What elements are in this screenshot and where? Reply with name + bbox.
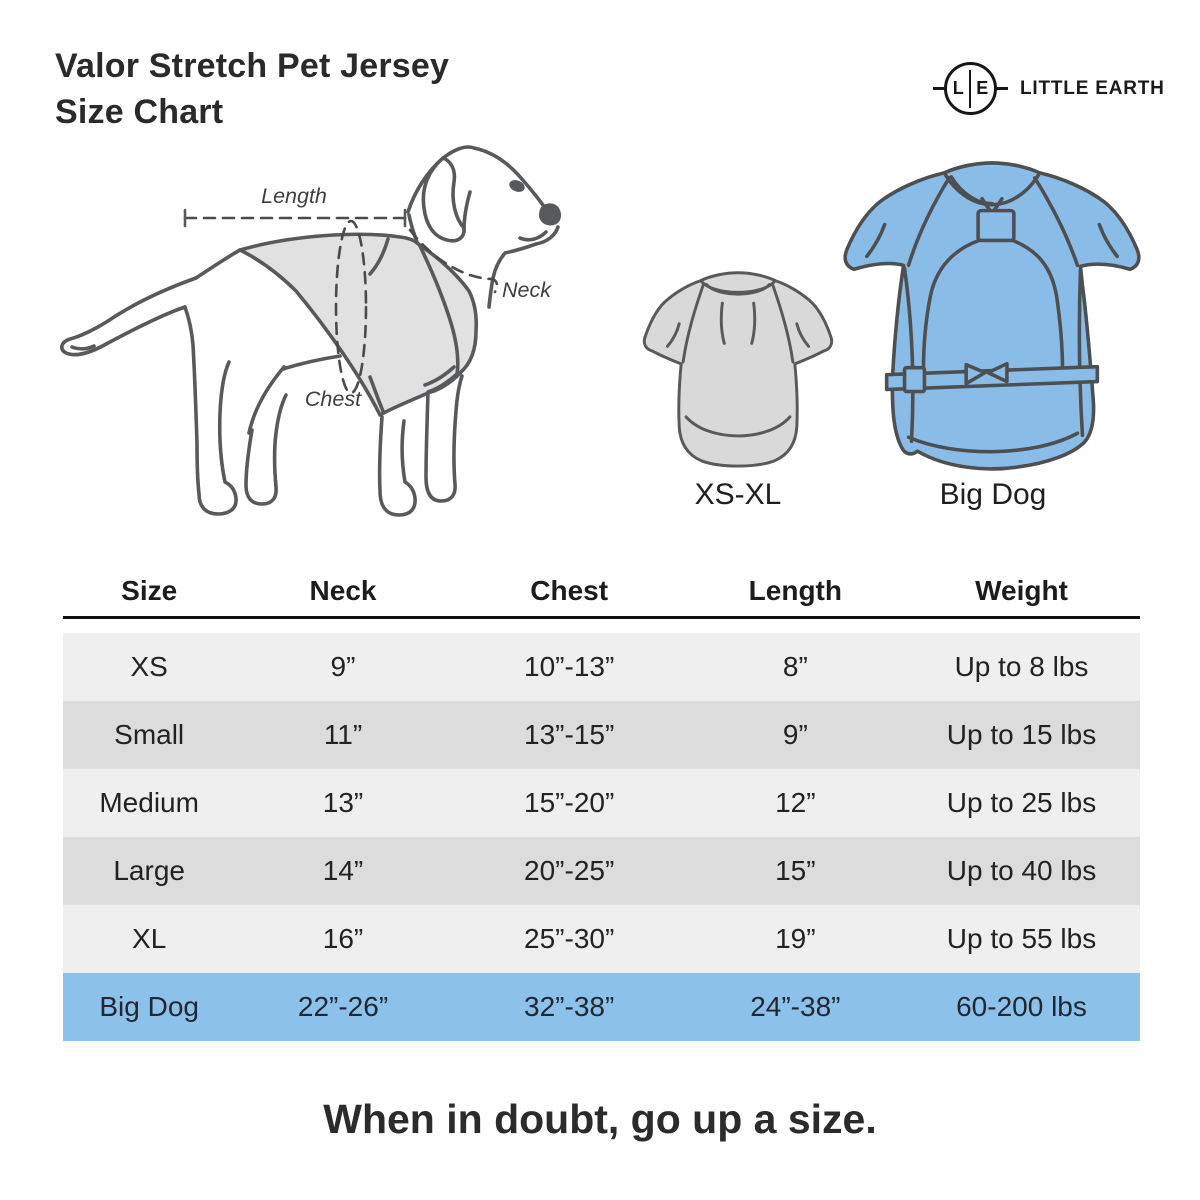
cell-weight: 60-200 lbs: [956, 991, 1087, 1022]
logo-monogram-circle-icon: [944, 62, 997, 115]
cell-neck: 13”: [322, 787, 364, 818]
header-cell-neck: Neck: [309, 575, 377, 606]
table-header-row: [63, 566, 1140, 619]
table-row-small: [63, 701, 1140, 769]
cell-chest: 15”-20”: [524, 787, 615, 818]
cell-size: Medium: [99, 787, 199, 818]
cell-weight: Up to 55 lbs: [946, 923, 1097, 954]
header-cell-weight: Weight: [975, 575, 1068, 606]
neck-label: Neck: [502, 278, 551, 302]
jersey-big-caption: Big Dog: [939, 478, 1047, 511]
cell-size: Large: [113, 855, 185, 886]
jersey-small-caption: XS-XL: [694, 478, 782, 511]
cell-neck: 14”: [322, 855, 364, 886]
table-row-xl: [63, 905, 1140, 973]
jersey-small-illustration: [640, 252, 836, 468]
cell-length: 8”: [782, 651, 808, 682]
length-label: Length: [261, 184, 327, 208]
size-table: [63, 566, 1140, 1041]
dog-nose: [539, 203, 561, 225]
logo-tick-right-icon: [997, 87, 1008, 90]
brand-name: LITTLE EARTH: [1020, 77, 1165, 99]
cell-size: Big Dog: [99, 991, 199, 1022]
table-row-large: [63, 837, 1140, 905]
cell-size: XL: [132, 923, 167, 954]
logo-letter-e: E: [976, 78, 989, 98]
chest-label: Chest: [304, 387, 362, 411]
cell-weight: Up to 25 lbs: [946, 787, 1097, 818]
cell-weight: Up to 15 lbs: [946, 719, 1097, 750]
cell-weight: Up to 8 lbs: [954, 651, 1089, 682]
cell-size: XS: [130, 651, 168, 682]
table-row-xs: [63, 633, 1140, 701]
dog-measurement-diagram: [30, 135, 610, 535]
table-row-big-dog: [63, 973, 1140, 1041]
cell-length: 19”: [775, 923, 816, 954]
jersey-big-illustration: [833, 147, 1151, 480]
cell-chest: 13”-15”: [524, 719, 615, 750]
header-cell-size: Size: [121, 575, 178, 606]
title-line-2: Size Chart: [55, 92, 224, 131]
cell-length: 24”-38”: [750, 991, 841, 1022]
cell-length: 9”: [782, 719, 808, 750]
cell-weight: Up to 40 lbs: [946, 855, 1097, 886]
logo-letter-l: L: [952, 78, 964, 98]
cell-neck: 22”-26”: [297, 991, 389, 1022]
cell-chest: 20”-25”: [524, 855, 615, 886]
cell-neck: 9”: [330, 651, 356, 682]
table-header-gap: [63, 619, 1140, 633]
footer-note: When in doubt, go up a size.: [323, 1096, 877, 1142]
logo-tick-left-icon: [933, 87, 944, 90]
cell-chest: 10”-13”: [524, 651, 615, 682]
page-title: [55, 44, 449, 135]
cell-neck: 11”: [323, 719, 363, 750]
cell-neck: 16”: [322, 923, 364, 954]
brand-logo: [933, 62, 1165, 115]
cell-chest: 32”-38”: [524, 991, 615, 1022]
cell-length: 15”: [775, 855, 816, 886]
header-cell-chest: Chest: [530, 575, 609, 606]
table-row-medium: [63, 769, 1140, 837]
cell-chest: 25”-30”: [524, 923, 615, 954]
title-line-1: Valor Stretch Pet Jersey: [55, 47, 450, 85]
cell-length: 12”: [775, 787, 816, 818]
cell-size: Small: [114, 719, 185, 750]
logo-divider-bar: [969, 70, 972, 108]
header-cell-length: Length: [748, 575, 842, 606]
length-dimension-line: [185, 210, 405, 226]
